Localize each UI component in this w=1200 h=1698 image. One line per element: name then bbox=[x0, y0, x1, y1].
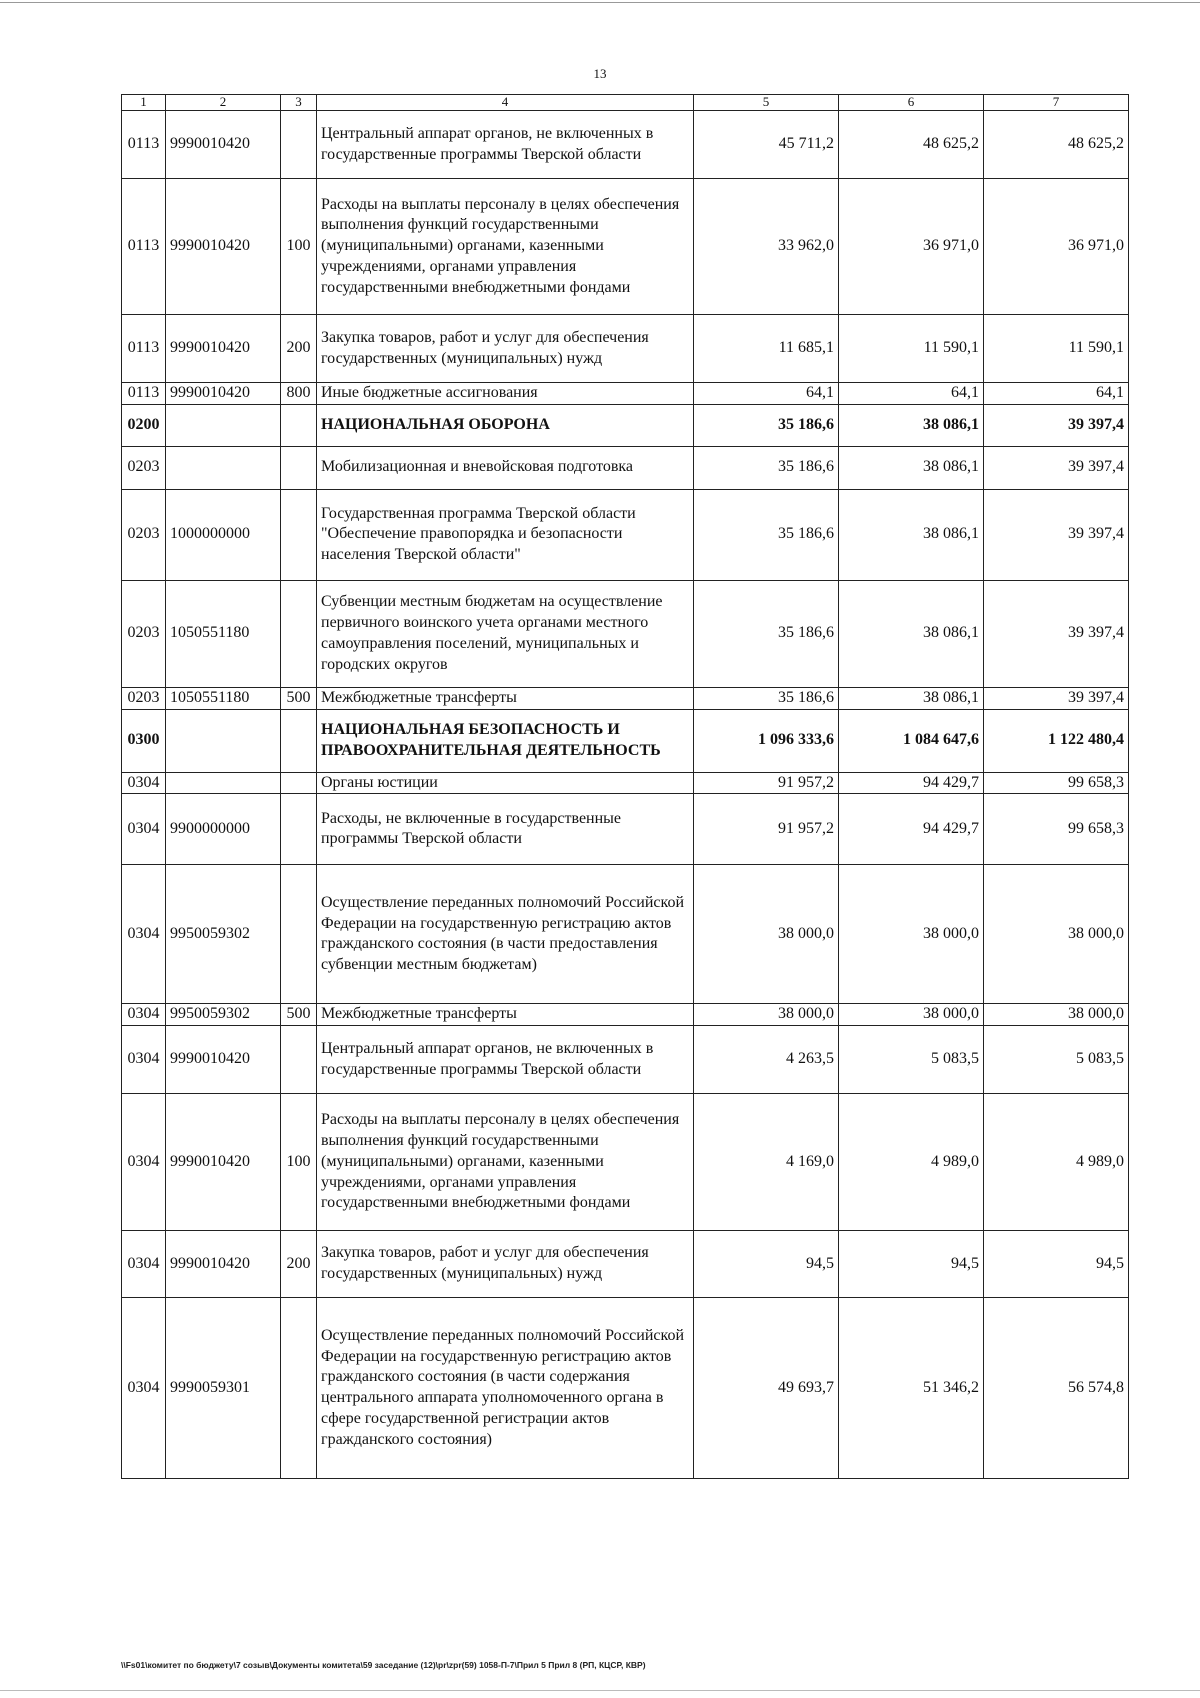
amount-col5-cell: 35 186,6 bbox=[694, 580, 839, 687]
amount-col6-cell: 38 086,1 bbox=[839, 489, 984, 580]
amount-col5-cell: 94,5 bbox=[694, 1231, 839, 1298]
target-article-code-cell: 9990010420 bbox=[166, 383, 281, 405]
column-header: 4 bbox=[317, 95, 694, 111]
column-header: 2 bbox=[166, 95, 281, 111]
amount-col7-cell: 39 397,4 bbox=[984, 687, 1129, 709]
section-code-cell: 0200 bbox=[122, 404, 166, 446]
section-code-cell: 0304 bbox=[122, 1026, 166, 1094]
expense-name-cell: Органы юстиции bbox=[317, 772, 694, 794]
section-code-cell: 0113 bbox=[122, 315, 166, 383]
amount-col5-cell: 35 186,6 bbox=[694, 404, 839, 446]
amount-col5-cell: 35 186,6 bbox=[694, 446, 839, 489]
amount-col6-cell: 38 000,0 bbox=[839, 1004, 984, 1026]
amount-col7-cell: 56 574,8 bbox=[984, 1298, 1129, 1479]
expense-type-code-cell: 500 bbox=[281, 687, 317, 709]
amount-col7-cell: 99 658,3 bbox=[984, 794, 1129, 865]
expense-name-cell: Субвенции местным бюджетам на осуществление первичного воинского учета органами местного самоуправления поселений, муниципальных и городских округов bbox=[317, 580, 694, 687]
amount-col7-cell: 48 625,2 bbox=[984, 111, 1129, 179]
amount-col6-cell: 38 000,0 bbox=[839, 865, 984, 1004]
table-row bbox=[122, 865, 1129, 1004]
table-row bbox=[122, 383, 1129, 405]
table-row bbox=[122, 709, 1129, 772]
target-article-code-cell: 9990010420 bbox=[166, 1094, 281, 1231]
target-article-code-cell: 9990010420 bbox=[166, 111, 281, 179]
section-code-cell: 0304 bbox=[122, 772, 166, 794]
amount-col7-cell: 36 971,0 bbox=[984, 179, 1129, 315]
expense-name-cell: НАЦИОНАЛЬНАЯ БЕЗОПАСНОСТЬ И ПРАВООХРАНИТЕЛЬНАЯ ДЕЯТЕЛЬНОСТЬ bbox=[317, 709, 694, 772]
amount-col5-cell: 91 957,2 bbox=[694, 772, 839, 794]
expense-type-code-cell: 200 bbox=[281, 315, 317, 383]
amount-col7-cell: 1 122 480,4 bbox=[984, 709, 1129, 772]
amount-col5-cell: 45 711,2 bbox=[694, 111, 839, 179]
amount-col6-cell: 36 971,0 bbox=[839, 179, 984, 315]
target-article-code-cell: 1050551180 bbox=[166, 687, 281, 709]
expense-name-cell: Закупка товаров, работ и услуг для обеспечения государственных (муниципальных) нужд bbox=[317, 1231, 694, 1298]
target-article-code-cell: 9900000000 bbox=[166, 794, 281, 865]
section-code-cell: 0203 bbox=[122, 687, 166, 709]
amount-col7-cell: 39 397,4 bbox=[984, 404, 1129, 446]
expense-name-cell: Осуществление переданных полномочий Российской Федерации на государственную регистрацию актов гражданского состояния (в части предоставления субвенции местным бюджетам) bbox=[317, 865, 694, 1004]
budget-table bbox=[121, 94, 1129, 1479]
target-article-code-cell: 1050551180 bbox=[166, 580, 281, 687]
section-code-cell: 0113 bbox=[122, 111, 166, 179]
expense-name-cell: Межбюджетные трансферты bbox=[317, 1004, 694, 1026]
amount-col5-cell: 4 263,5 bbox=[694, 1026, 839, 1094]
expense-type-code-cell bbox=[281, 580, 317, 687]
table-row bbox=[122, 1231, 1129, 1298]
amount-col7-cell: 5 083,5 bbox=[984, 1026, 1129, 1094]
expense-name-cell: Межбюджетные трансферты bbox=[317, 687, 694, 709]
expense-type-code-cell bbox=[281, 772, 317, 794]
amount-col7-cell: 64,1 bbox=[984, 383, 1129, 405]
section-code-cell: 0300 bbox=[122, 709, 166, 772]
target-article-code-cell: 9990010420 bbox=[166, 315, 281, 383]
expense-name-cell: Государственная программа Тверской области "Обеспечение правопорядка и безопасности населения Тверской области" bbox=[317, 489, 694, 580]
expense-name-cell: Центральный аппарат органов, не включенных в государственные программы Тверской области bbox=[317, 111, 694, 179]
top-rule bbox=[0, 2, 1200, 3]
column-number-row bbox=[122, 95, 1129, 111]
expense-name-cell: Расходы, не включенные в государственные программы Тверской области bbox=[317, 794, 694, 865]
amount-col7-cell: 94,5 bbox=[984, 1231, 1129, 1298]
section-code-cell: 0113 bbox=[122, 179, 166, 315]
amount-col6-cell: 64,1 bbox=[839, 383, 984, 405]
expense-type-code-cell bbox=[281, 489, 317, 580]
target-article-code-cell: 1000000000 bbox=[166, 489, 281, 580]
amount-col7-cell: 39 397,4 bbox=[984, 489, 1129, 580]
column-header: 6 bbox=[839, 95, 984, 111]
column-header: 5 bbox=[694, 95, 839, 111]
target-article-code-cell: 9990059301 bbox=[166, 1298, 281, 1479]
expense-name-cell: Закупка товаров, работ и услуг для обеспечения государственных (муниципальных) нужд bbox=[317, 315, 694, 383]
amount-col5-cell: 49 693,7 bbox=[694, 1298, 839, 1479]
expense-type-code-cell: 200 bbox=[281, 1231, 317, 1298]
amount-col6-cell: 94 429,7 bbox=[839, 794, 984, 865]
table-row bbox=[122, 446, 1129, 489]
amount-col6-cell: 11 590,1 bbox=[839, 315, 984, 383]
amount-col6-cell: 94,5 bbox=[839, 1231, 984, 1298]
amount-col6-cell: 38 086,1 bbox=[839, 446, 984, 489]
column-header: 3 bbox=[281, 95, 317, 111]
expense-type-code-cell bbox=[281, 404, 317, 446]
expense-type-code-cell: 800 bbox=[281, 383, 317, 405]
amount-col6-cell: 5 083,5 bbox=[839, 1026, 984, 1094]
table-row bbox=[122, 794, 1129, 865]
expense-type-code-cell bbox=[281, 446, 317, 489]
expense-name-cell: Иные бюджетные ассигнования bbox=[317, 383, 694, 405]
amount-col6-cell: 48 625,2 bbox=[839, 111, 984, 179]
table-row bbox=[122, 404, 1129, 446]
section-code-cell: 0304 bbox=[122, 794, 166, 865]
section-code-cell: 0203 bbox=[122, 489, 166, 580]
target-article-code-cell bbox=[166, 709, 281, 772]
amount-col5-cell: 33 962,0 bbox=[694, 179, 839, 315]
table-row bbox=[122, 1004, 1129, 1026]
table-row bbox=[122, 489, 1129, 580]
section-code-cell: 0304 bbox=[122, 1231, 166, 1298]
expense-type-code-cell: 100 bbox=[281, 179, 317, 315]
section-code-cell: 0304 bbox=[122, 1004, 166, 1026]
target-article-code-cell bbox=[166, 446, 281, 489]
table-row bbox=[122, 1026, 1129, 1094]
amount-col5-cell: 91 957,2 bbox=[694, 794, 839, 865]
target-article-code-cell bbox=[166, 772, 281, 794]
page-number: 13 bbox=[593, 66, 607, 81]
target-article-code-cell: 9990010420 bbox=[166, 1231, 281, 1298]
expense-type-code-cell bbox=[281, 709, 317, 772]
section-code-cell: 0304 bbox=[122, 1094, 166, 1231]
amount-col6-cell: 38 086,1 bbox=[839, 687, 984, 709]
expense-type-code-cell bbox=[281, 865, 317, 1004]
target-article-code-cell: 9950059302 bbox=[166, 865, 281, 1004]
section-code-cell: 0203 bbox=[122, 446, 166, 489]
amount-col5-cell: 35 186,6 bbox=[694, 687, 839, 709]
amount-col5-cell: 38 000,0 bbox=[694, 865, 839, 1004]
expense-name-cell: Расходы на выплаты персоналу в целях обеспечения выполнения функций государственными (муниципальными) органами, казенными учреждениями, органами управления государственными внебюджетными фондами bbox=[317, 179, 694, 315]
amount-col5-cell: 11 685,1 bbox=[694, 315, 839, 383]
amount-col5-cell: 64,1 bbox=[694, 383, 839, 405]
table-row bbox=[122, 315, 1129, 383]
expense-type-code-cell bbox=[281, 1026, 317, 1094]
amount-col6-cell: 38 086,1 bbox=[839, 404, 984, 446]
column-header: 1 bbox=[122, 95, 166, 111]
amount-col7-cell: 38 000,0 bbox=[984, 1004, 1129, 1026]
section-code-cell: 0304 bbox=[122, 865, 166, 1004]
expense-type-code-cell: 100 bbox=[281, 1094, 317, 1231]
amount-col7-cell: 39 397,4 bbox=[984, 446, 1129, 489]
amount-col6-cell: 94 429,7 bbox=[839, 772, 984, 794]
amount-col7-cell: 11 590,1 bbox=[984, 315, 1129, 383]
target-article-code-cell bbox=[166, 404, 281, 446]
table-body bbox=[122, 111, 1129, 1479]
target-article-code-cell: 9990010420 bbox=[166, 1026, 281, 1094]
bottom-rule bbox=[0, 1690, 1200, 1691]
amount-col6-cell: 38 086,1 bbox=[839, 580, 984, 687]
table-row bbox=[122, 580, 1129, 687]
expense-type-code-cell: 500 bbox=[281, 1004, 317, 1026]
amount-col6-cell: 51 346,2 bbox=[839, 1298, 984, 1479]
expense-name-cell: Расходы на выплаты персоналу в целях обеспечения выполнения функций государственными (муниципальными) органами, казенными учреждениями, органами управления государственными внебюджетными фондами bbox=[317, 1094, 694, 1231]
column-header: 7 bbox=[984, 95, 1129, 111]
amount-col5-cell: 35 186,6 bbox=[694, 489, 839, 580]
amount-col6-cell: 4 989,0 bbox=[839, 1094, 984, 1231]
amount-col7-cell: 38 000,0 bbox=[984, 865, 1129, 1004]
table-row bbox=[122, 1298, 1129, 1479]
amount-col7-cell: 99 658,3 bbox=[984, 772, 1129, 794]
table-row bbox=[122, 111, 1129, 179]
table-row bbox=[122, 687, 1129, 709]
section-code-cell: 0304 bbox=[122, 1298, 166, 1479]
footer-file-path: \\Fs01\комитет по бюджету\7 созыв\Документы комитета\59 заседание (12)\pr\zpr(59) 1058-П-7\Прил 5 Прил 8 (РП, КЦСР, КВР) bbox=[121, 1660, 646, 1670]
amount-col7-cell: 4 989,0 bbox=[984, 1094, 1129, 1231]
expense-name-cell: НАЦИОНАЛЬНАЯ ОБОРОНА bbox=[317, 404, 694, 446]
expense-type-code-cell bbox=[281, 1298, 317, 1479]
amount-col5-cell: 38 000,0 bbox=[694, 1004, 839, 1026]
amount-col5-cell: 4 169,0 bbox=[694, 1094, 839, 1231]
expense-name-cell: Осуществление переданных полномочий Российской Федерации на государственную регистрацию актов гражданского состояния (в части содержания центрального аппарата уполномоченного органа в сфере государственной регистрации актов гражданского состояния) bbox=[317, 1298, 694, 1479]
expense-type-code-cell bbox=[281, 111, 317, 179]
target-article-code-cell: 9990010420 bbox=[166, 179, 281, 315]
section-code-cell: 0113 bbox=[122, 383, 166, 405]
expense-name-cell: Мобилизационная и вневойсковая подготовка bbox=[317, 446, 694, 489]
expense-name-cell: Центральный аппарат органов, не включенных в государственные программы Тверской области bbox=[317, 1026, 694, 1094]
target-article-code-cell: 9950059302 bbox=[166, 1004, 281, 1026]
table-row bbox=[122, 772, 1129, 794]
expense-type-code-cell bbox=[281, 794, 317, 865]
amount-col7-cell: 39 397,4 bbox=[984, 580, 1129, 687]
amount-col6-cell: 1 084 647,6 bbox=[839, 709, 984, 772]
section-code-cell: 0203 bbox=[122, 580, 166, 687]
table-row bbox=[122, 179, 1129, 315]
table-row bbox=[122, 1094, 1129, 1231]
amount-col5-cell: 1 096 333,6 bbox=[694, 709, 839, 772]
